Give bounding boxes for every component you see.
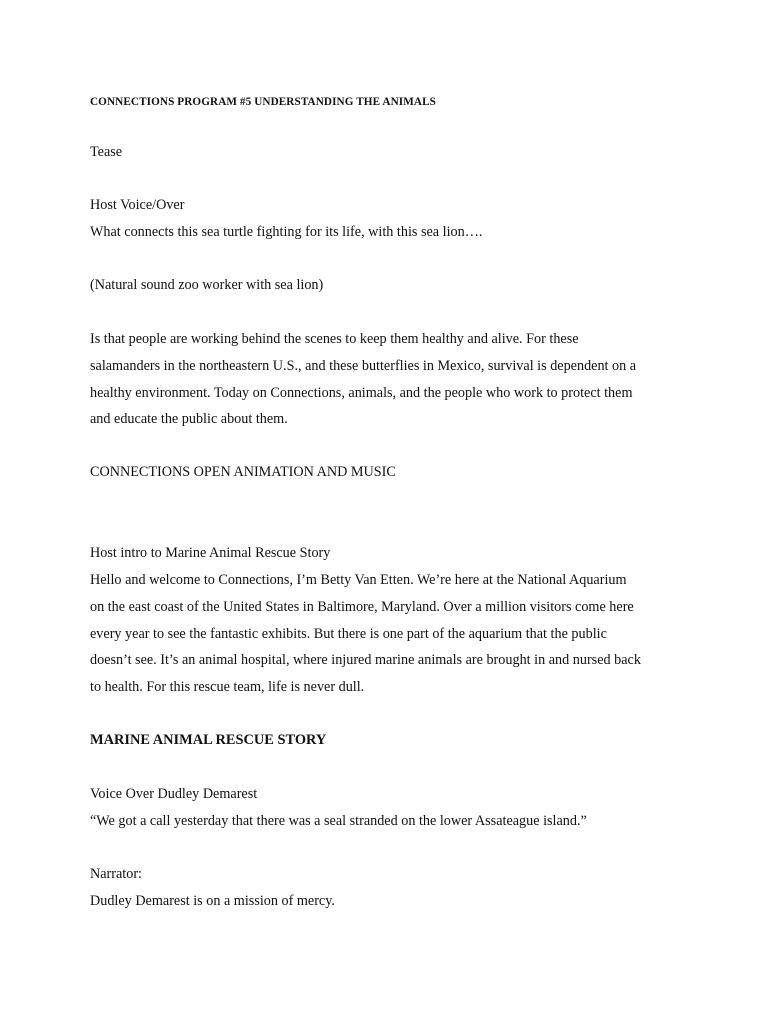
tease-paragraph-line: and educate the public about them. — [90, 411, 288, 427]
vo-dudley-quote: “We got a call yesterday that there was a seal stranded on the lower Assateague island.” — [90, 813, 587, 829]
host-intro-label: Host intro to Marine Animal Rescue Story — [90, 545, 331, 561]
tease-label: Tease — [90, 144, 123, 160]
document-title: CONNECTIONS PROGRAM #5 UNDERSTANDING THE ANIMALS — [90, 96, 436, 108]
vo-dudley-label: Voice Over Dudley Demarest — [90, 786, 258, 802]
host-intro-line: Hello and welcome to Connections, I’m Betty Van Etten. We’re here at the National Aquarium — [90, 572, 627, 588]
narrator-text: Dudley Demarest is on a mission of mercy. — [90, 893, 335, 909]
story-heading: MARINE ANIMAL RESCUE STORY — [90, 732, 327, 748]
narrator-label: Narrator: — [90, 866, 142, 882]
tease-paragraph-line: healthy environment. Today on Connections, animals, and the people who work to protect them — [90, 385, 633, 401]
tease-paragraph-line: Is that people are working behind the scenes to keep them healthy and alive. For these — [90, 331, 579, 347]
host-intro-line: to health. For this rescue team, life is never dull. — [90, 679, 365, 695]
host-vo-label: Host Voice/Over — [90, 197, 185, 213]
host-intro-line: on the east coast of the United States in Baltimore, Maryland. Over a million visitors come here — [90, 599, 634, 615]
natural-sound-note: (Natural sound zoo worker with sea lion) — [90, 277, 324, 293]
host-intro-line: every year to see the fantastic exhibits. But there is one part of the aquarium that the public — [90, 626, 607, 642]
open-animation-cue: CONNECTIONS OPEN ANIMATION AND MUSIC — [90, 464, 396, 480]
tease-paragraph-line: salamanders in the northeastern U.S., and these butterflies in Mexico, survival is dependent on a — [90, 358, 637, 374]
host-vo-text: What connects this sea turtle fighting for its life, with this sea lion…. — [90, 224, 483, 240]
host-intro-line: doesn’t see. It’s an animal hospital, where injured marine animals are brought in and nursed back — [90, 652, 641, 668]
